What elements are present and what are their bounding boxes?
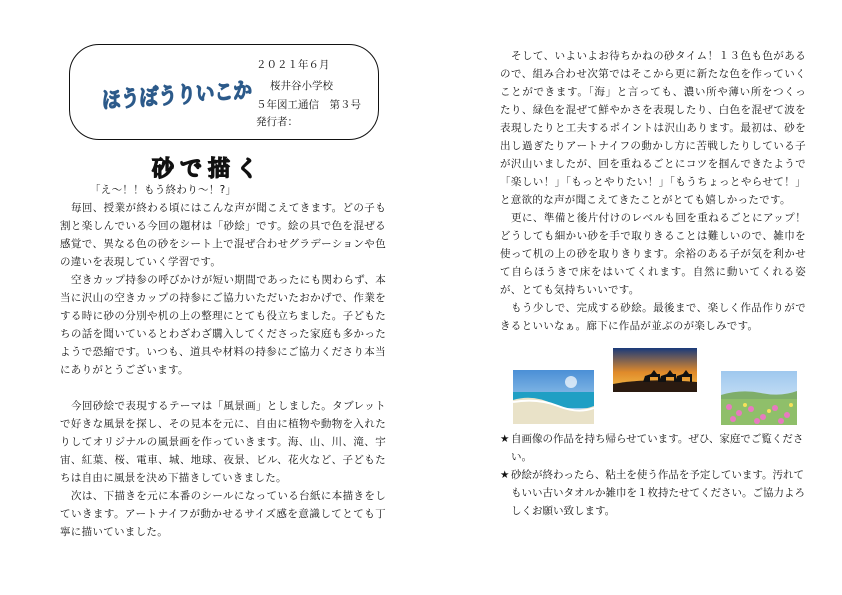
note-text: 砂絵が終わったら、粘土を使う作品を予定しています。汚れてもいい古いタオルか雑巾を１枚持たせてください。ご協力よろしくお願い致します。 xyxy=(511,469,805,517)
notes-section xyxy=(500,430,806,520)
flower-field-picture xyxy=(721,371,797,425)
right-column xyxy=(500,47,806,335)
issue-number: ５年図工通信 第３号 xyxy=(256,99,361,111)
beach-picture xyxy=(513,370,594,424)
star-icon: ★ xyxy=(500,433,510,445)
section-title: 砂で描く xyxy=(152,157,265,182)
star-icon: ★ xyxy=(500,469,510,481)
note-item xyxy=(500,466,806,520)
left-paragraph-3: 今回砂絵で表現するテーマは「風景画」としました。タブレットで好きな風景を探し、その見本を元に、自由に植物や動物を入れたりしてオリジナルの風景画を作っていきます。海、山、川、滝、宇宙、紅葉、桜、電車、城、地球、夜景、ビル、花火など、子どもたちは自由に風景を決め下描きしていきました。 xyxy=(60,400,386,484)
note-item xyxy=(500,430,806,466)
opening-quote: 「え～！！もう終わり～！?」 xyxy=(90,184,237,196)
issue-date: ２０２１年６月 xyxy=(256,59,330,71)
logo-text: ほうぼうりいこか xyxy=(102,76,278,114)
desert-camels-picture xyxy=(613,348,697,392)
left-paragraph-1: 毎回、授業が終わる頃にはこんな声が聞こえてきます。どの子も割と楽しんでいる今回の題材は「砂絵」です。絵の具で色を混ぜる感覚で、異なる色の砂をシート上で混ぜ合わせグラデーションや色の違いを表現していく学習です。 xyxy=(60,202,386,268)
note-text: 自画像の作品を持ち帰らせています。ぜひ、家庭でご覧ください。 xyxy=(511,433,804,463)
right-paragraph-3: もう少しで、完成する砂絵。最後まで、楽しく作品作りができるといいなぁ。廊下に作品が並ぶのが楽しみです。 xyxy=(500,302,806,332)
left-paragraph-4: 次は、下描きを元に本番のシールになっている台紙に本描きをしていきます。アートナイフが動かせるサイズ感を意識してとても丁寧に描いていました。 xyxy=(60,490,386,538)
school-name: 桜井谷小学校 xyxy=(270,80,333,92)
right-paragraph-2: 更に、準備と後片付けのレベルも回を重ねるごとにアップ！どうしても細かい砂を手で取りきることは難しいので、雑巾を使って机の上の砂を取りきります。余裕のある子が気を利かせて自らほうきで床をはいてくれます。自然に動いてくれる姿が、とても気持ちいいです。 xyxy=(500,212,806,296)
right-paragraph-1: そして、いよいよお待ちかねの砂タイム！１３色も色があるので、組み合わせ次第ではそこから更に新たな色を作っていくことができます。「海」と言っても、濃い所や薄い所をつくったり、緑色を混ぜて鮮やかさを表現したり、白色を混ぜて波を表現したりと工夫するポイントは沢山あります。最初は、砂を出し過ぎたりアートナイフの動かし方に苦戦したりしている子が沢山いましたが、回を重ねるごとにコツを掴んできたようで「楽しい！」「もっとやりたい！」「もうちょっとやらせて！」と意欲的な声が聞こえてきたことがとても嬉しかったです。 xyxy=(500,50,806,206)
left-paragraph-2: 空きカップ持参の呼びかけが短い期間であったにも関わらず、本当に沢山の空きカップの持参にご協力いただいたおかげで、作業をする時に砂の分別や机の上の整理にとても役立ちました。子どもたちの話を聞いているとわざわざ購入してくださった家庭も多かったようで恐縮です。いつも、道具や材料の持参にご協力くださり本当にありがとうございます。 xyxy=(60,274,386,376)
publisher-label: 発行者： xyxy=(256,116,298,128)
left-column xyxy=(60,181,386,541)
